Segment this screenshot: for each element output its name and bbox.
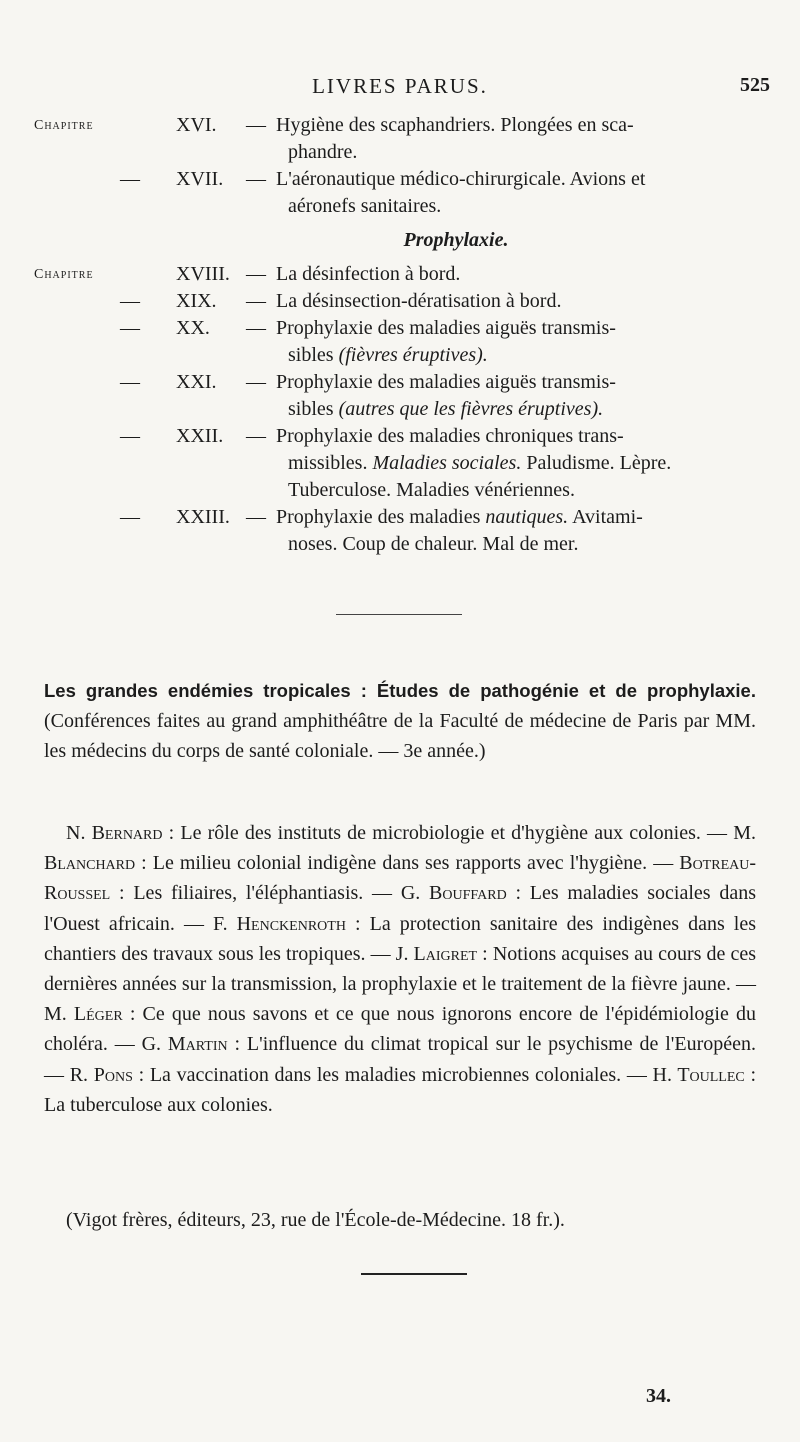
chapter-title: Prophylaxie des maladies aiguës transmis- sibles (fièvres éruptives). [276, 317, 616, 366]
chapter-label: Chapitre [34, 267, 94, 282]
chapter-number: XIX. [176, 290, 217, 312]
signature-mark: 34. [646, 1385, 671, 1407]
chapter-dash: — [246, 290, 266, 312]
chapter-number: XVIII. [176, 263, 230, 285]
contents-item: G. Bouffard : Les maladies sociales dans l'Ouest africain. [44, 882, 757, 935]
chapter-list [0, 112, 800, 558]
contents-item: G. Martin : L'influence du climat tropical sur le psychisme de l'Européen. [141, 1033, 756, 1056]
contents-item: J. Laigret : Notions acquises au cours de ces dernières années sur la transmission, la prophylaxie et le traitement de la fièvre jaune. [44, 942, 756, 996]
chapter-row [0, 261, 800, 288]
section-subheading: Prophylaxie. [403, 229, 509, 251]
chapter-title: L'aéronautique médico-chirurgicale. Avions et aéronefs sanitaires. [276, 168, 646, 217]
contents-paragraph: N. Bernard : Le rôle des instituts de microbiologie et d'hygiène aux colonies. — M. Blanchard : Le milieu colonial indigène dans ses rapports avec l'hygiène. — Botreau-Roussel : Les filiaires, l'éléphantiasis. — G. Bouffard : Les maladies sociales dans l'Ouest africain. — F. Henckenroth : La protection sanitaire des indigènes dans les chantiers des travaux sous les tropiques. — J. Laigret : Notions acquises au cours de ces dernières années sur la transmission, la prophylaxie et le traitement de la fièvre jaune. — M. Léger : Ce que nous savons et ce que nous ignorons encore de l'épidémiologie du choléra. — G. Martin : L'influence du climat tropical sur le psychisme de l'Européen. — R. Pons : La vaccination dans les maladies microbiennes coloniales. — H. Toullec : La tuberculose aux colonies. [44, 822, 757, 1116]
chapter-row [0, 288, 800, 315]
contents-item: F. Henckenroth : La protection sanitaire des indigènes dans les chantiers des travaux sous les tropiques. [44, 912, 757, 965]
book-entry [44, 676, 756, 766]
chapter-label: — [120, 290, 140, 312]
contents-item: M. Blanchard : Le milieu colonial indigène dans ses rapports avec l'hygiène. [44, 822, 757, 875]
chapter-label: — [120, 317, 140, 339]
chapter-dash: — [246, 506, 266, 528]
chapter-dash: — [246, 114, 266, 136]
chapter-label: — [120, 168, 140, 190]
chapter-dash: — [246, 263, 266, 285]
book-note: (Conférences faites au grand amphithéâtre de la Faculté de médecine de Paris par MM. les médecins du corps de santé coloniale. — 3e année.) [44, 710, 756, 762]
chapter-title: Hygiène des scaphandriers. Plongées en sca- phandre. [276, 114, 634, 163]
chapter-row [0, 369, 800, 423]
chapter-number: XVI. [176, 114, 217, 136]
chapter-title: Prophylaxie des maladies aiguës transmis- sibles (autres que les fièvres éruptives). [276, 371, 616, 420]
chapter-label: Chapitre [34, 118, 94, 133]
page-number: 525 [740, 74, 770, 96]
contents-item: R. Pons : La vaccination dans les maladies microbiennes coloniales. [69, 1063, 622, 1086]
chapter-label: — [120, 371, 140, 393]
contents-item: Botreau-Roussel : Les filiaires, l'éléphantiasis. [44, 852, 757, 905]
chapter-number: XVII. [176, 168, 224, 190]
chapter-number: XXIII. [176, 506, 230, 528]
chapter-dash: — [246, 168, 266, 190]
chapter-dash: — [246, 317, 266, 339]
section-divider [336, 614, 462, 615]
chapter-title: Prophylaxie des maladies chroniques trans- missibles. Maladies sociales. Paludisme. Lèpre. Tuberculose. Maladies vénériennes. [276, 425, 672, 501]
running-head [0, 74, 800, 104]
chapter-dash: — [246, 425, 266, 447]
chapter-row [0, 166, 800, 220]
chapter-title: Prophylaxie des maladies nautiques. Avitami- noses. Coup de chaleur. Mal de mer. [276, 506, 643, 555]
chapter-dash: — [246, 371, 266, 393]
chapter-label: — [120, 425, 140, 447]
contents-item: N. Bernard : Le rôle des instituts de microbiologie et d'hygiène aux colonies. [66, 822, 701, 844]
chapter-title: La désinfection à bord. [276, 263, 461, 285]
publisher-line: (Vigot frères, éditeurs, 23, rue de l'École-de-Médecine. 18 fr.). [66, 1209, 565, 1231]
chapter-number: XXII. [176, 425, 224, 447]
running-title: LIVRES PARUS. [312, 74, 488, 98]
chapter-row [0, 112, 800, 166]
chapter-row [0, 504, 800, 558]
chapter-title: La désinsection-dératisation à bord. [276, 290, 562, 312]
chapter-row [0, 423, 800, 504]
book-title: Les grandes endémies tropicales : Études de pathogénie et de prophylaxie. [44, 680, 756, 701]
chapter-row [0, 315, 800, 369]
chapter-label: — [120, 506, 140, 528]
chapter-number: XXI. [176, 371, 217, 393]
end-divider [361, 1273, 467, 1275]
contents-item: M. Léger : Ce que nous savons et ce que nous ignorons encore de l'épidémiologie du choléra. [44, 1003, 756, 1056]
contents-item: H. Toullec : La tuberculose aux colonies. [44, 1063, 757, 1116]
chapter-number: XX. [176, 317, 210, 339]
